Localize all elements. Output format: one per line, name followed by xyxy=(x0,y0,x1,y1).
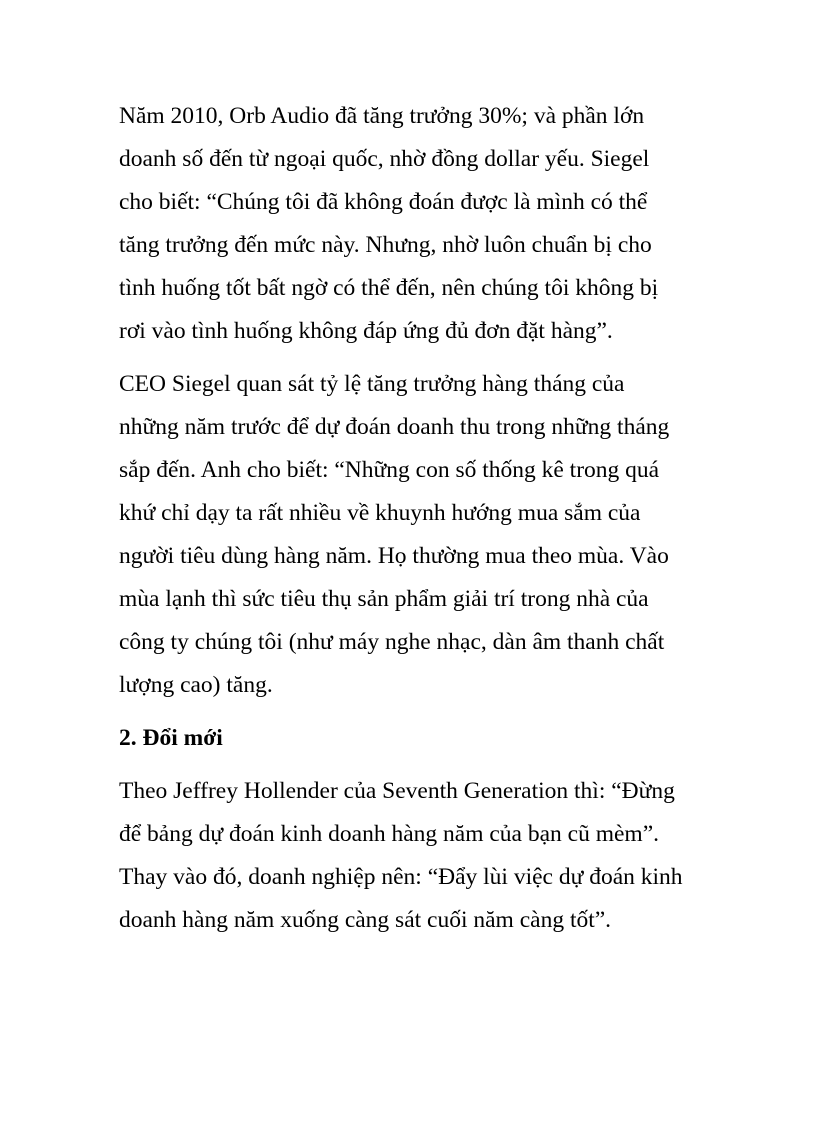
paragraph-2-line-8: lượng cao) tăng. xyxy=(119,672,273,698)
paragraph-2-line-1: CEO Siegel quan sát tỷ lệ tăng trưởng hàng tháng của xyxy=(119,371,625,397)
paragraph-1-line-1: Năm 2010, Orb Audio đã tăng trưởng 30%; và phần lớn xyxy=(119,103,645,129)
paragraph-1-line-6: rơi vào tình huống không đáp ứng đủ đơn đặt hàng”. xyxy=(119,318,613,344)
paragraph-2-line-3: sắp đến. Anh cho biết: “Những con số thống kê trong quá xyxy=(119,457,660,483)
paragraph-1-line-3: cho biết: “Chúng tôi đã không đoán được là mình có thể xyxy=(119,189,648,215)
paragraph-2-line-6: mùa lạnh thì sức tiêu thụ sản phẩm giải trí trong nhà của xyxy=(119,586,649,612)
document-body xyxy=(119,0,709,1123)
paragraph-2-line-7: công ty chúng tôi (như máy nghe nhạc, dàn âm thanh chất xyxy=(119,629,665,655)
paragraph-1-line-4: tăng trưởng đến mức này. Nhưng, nhờ luôn chuẩn bị cho xyxy=(119,232,652,258)
paragraph-2-line-5: người tiêu dùng hàng năm. Họ thường mua theo mùa. Vào xyxy=(119,543,669,569)
paragraph-3-line-4: doanh hàng năm xuống càng sát cuối năm càng tốt”. xyxy=(119,907,612,933)
paragraph-3-line-1: Theo Jeffrey Hollender của Seventh Generation thì: “Đừng xyxy=(119,778,675,804)
paragraph-3-line-2: để bảng dự đoán kinh doanh hàng năm của bạn cũ mèm”. xyxy=(119,821,660,847)
paragraph-2-line-4: khứ chỉ dạy ta rất nhiều về khuynh hướng mua sắm của xyxy=(119,500,641,526)
paragraph-3-line-3: Thay vào đó, doanh nghiệp nên: “Đẩy lùi việc dự đoán kinh xyxy=(119,864,683,890)
paragraph-1-line-5: tình huống tốt bất ngờ có thể đến, nên chúng tôi không bị xyxy=(119,275,659,301)
section-heading: 2. Đổi mới xyxy=(119,725,223,751)
paragraph-1-line-2: doanh số đến từ ngoại quốc, nhờ đồng dollar yếu. Siegel xyxy=(119,146,650,172)
paragraph-2-line-2: những năm trước để dự đoán doanh thu trong những tháng xyxy=(119,414,670,440)
